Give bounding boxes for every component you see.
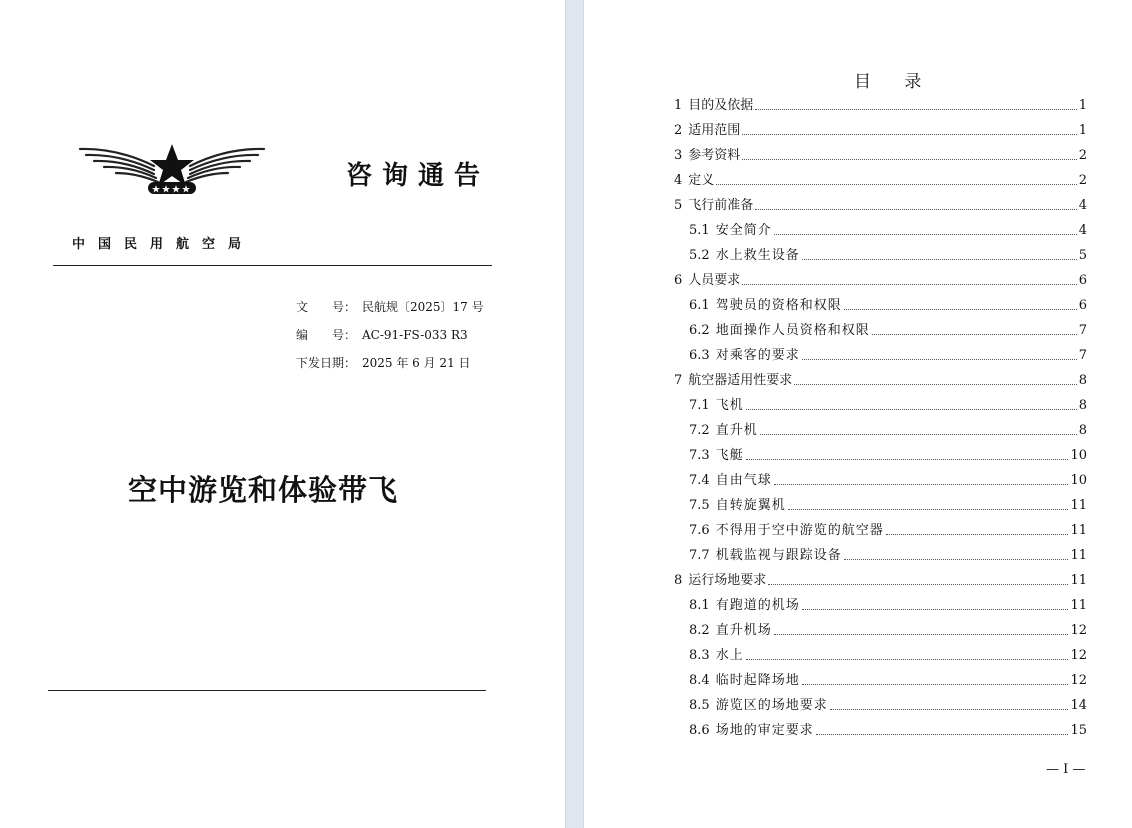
toc-entry[interactable] [689,244,1087,264]
document-title: 空中游览和体验带飞 [128,473,399,507]
toc-entry-label: 游览区的场地要求 [715,698,828,713]
toc-entry[interactable] [689,619,1087,639]
issuing-agency: 中国民用航空局 [72,237,255,252]
toc-dot-leader [755,109,1076,110]
toc-entry-page: 1 [1078,123,1087,138]
toc-entry-number: 6.1 [689,298,710,313]
toc-dot-leader [802,359,1077,360]
toc-entry-label: 直升机 [715,423,758,438]
toc-entry-number: 8.2 [689,623,710,638]
toc-entry-label: 目的及依据 [688,98,754,113]
toc-entry-page: 6 [1078,298,1087,313]
toc-entry-number: 4 [674,173,683,188]
toc-entry-page: 1 [1078,98,1087,113]
toc-entry-number: 8.1 [689,598,710,613]
toc-dot-leader [886,534,1069,535]
toc-entry-label: 有跑道的机场 [715,598,800,613]
toc-dot-leader [774,484,1069,485]
page-gutter [565,0,584,828]
toc-entry-page: 8 [1078,373,1087,388]
toc-entry-page: 11 [1070,523,1087,538]
toc-entry-label: 自转旋翼机 [715,498,786,513]
toc-entry-page: 11 [1070,498,1087,513]
toc-entry-number: 7.5 [689,498,710,513]
toc-entry-page: 11 [1070,598,1087,613]
toc-entry[interactable] [674,269,1087,289]
toc-dot-leader [816,734,1069,735]
toc-entry-number: 6.3 [689,348,710,363]
toc-entry[interactable] [689,644,1087,664]
toc-entry-label: 水上 [715,648,744,663]
toc-entry-number: 8.5 [689,698,710,713]
toc-dot-leader [802,609,1069,610]
toc-entry[interactable] [689,544,1087,564]
toc-entry-page: 10 [1070,473,1087,488]
toc-entry-label: 安全简介 [715,223,772,238]
toc-dot-leader [746,459,1069,460]
toc-entry[interactable] [689,444,1087,464]
toc-entry-number: 2 [674,123,683,138]
toc-entry-page: 12 [1070,673,1087,688]
toc-entry-number: 5.1 [689,223,710,238]
caac-wings-emblem-icon [78,140,266,198]
toc-entry-label: 定义 [688,173,715,188]
toc-entry-number: 7.6 [689,523,710,538]
toc-dot-leader [746,659,1069,660]
toc-entry-number: 6 [674,273,683,288]
toc-entry-page: 12 [1070,623,1087,638]
document-page-cover [0,0,565,828]
header-divider [53,265,492,266]
toc-heading: 目 录 [854,72,936,92]
toc-entry-page: 12 [1070,648,1087,663]
toc-entry-label: 机载监视与跟踪设备 [715,548,842,563]
toc-entry-page: 7 [1078,323,1087,338]
toc-entry-number: 7.4 [689,473,710,488]
toc-entry[interactable] [674,369,1087,389]
toc-entry[interactable] [689,319,1087,339]
toc-dot-leader [794,384,1076,385]
toc-dot-leader [774,234,1077,235]
toc-entry-number: 5 [674,198,683,213]
toc-entry[interactable] [689,394,1087,414]
toc-entry[interactable] [689,219,1087,239]
toc-entry[interactable] [689,594,1087,614]
toc-dot-leader [768,584,1068,585]
serial-number-value: AC-91-FS-033 R3 [362,328,468,342]
toc-entry-label: 飞行前准备 [688,198,754,213]
toc-entry-label: 参考资料 [688,148,741,163]
toc-dot-leader [755,209,1076,210]
toc-entry-number: 3 [674,148,683,163]
toc-entry-label: 地面操作人员资格和权限 [715,323,870,338]
toc-entry-label: 自由气球 [715,473,772,488]
toc-dot-leader [760,434,1077,435]
toc-entry[interactable] [674,94,1087,114]
toc-entry[interactable] [689,719,1087,739]
notice-type-title: 咨询通告 [346,161,491,191]
toc-entry-number: 8.6 [689,723,710,738]
toc-entry-number: 7.7 [689,548,710,563]
toc-entry-page: 4 [1078,223,1087,238]
toc-entry-number: 7 [674,373,683,388]
toc-entry[interactable] [689,419,1087,439]
toc-entry-label: 适用范围 [688,123,741,138]
toc-entry[interactable] [689,294,1087,314]
toc-dot-leader [774,634,1069,635]
issue-date-row [296,354,471,371]
toc-dot-leader [844,309,1077,310]
toc-entry-page: 4 [1078,198,1087,213]
toc-entry-label: 飞机 [715,398,744,413]
toc-entry[interactable] [674,569,1087,589]
page-number-footer: — I — [1046,762,1086,777]
toc-entry-number: 8 [674,573,683,588]
toc-entry-number: 8.3 [689,648,710,663]
toc-entry-page: 15 [1070,723,1087,738]
toc-entry-page: 11 [1070,573,1087,588]
toc-entry-page: 7 [1078,348,1087,363]
toc-entry-label: 驾驶员的资格和权限 [715,298,842,313]
meta-label: 文 号： [296,300,357,314]
toc-entry[interactable] [674,144,1087,164]
toc-dot-leader [802,259,1077,260]
toc-entry-page: 8 [1078,423,1087,438]
toc-entry-page: 2 [1078,148,1087,163]
toc-dot-leader [830,709,1069,710]
toc-entry-page: 8 [1078,398,1087,413]
toc-entry-page: 10 [1070,448,1087,463]
toc-entry-label: 不得用于空中游览的航空器 [715,523,884,538]
toc-dot-leader [742,284,1076,285]
toc-dot-leader [716,184,1076,185]
meta-label: 下发日期： [296,356,357,370]
toc-dot-leader [872,334,1077,335]
toc-entry-number: 7.1 [689,398,710,413]
toc-entry-number: 8.4 [689,673,710,688]
toc-entry-label: 场地的审定要求 [715,723,814,738]
toc-entry-number: 7.3 [689,448,710,463]
toc-entry-label: 人员要求 [688,273,741,288]
toc-entry[interactable] [689,519,1087,539]
toc-entry-label: 运行场地要求 [688,573,767,588]
toc-entry[interactable] [689,469,1087,489]
toc-entry-label: 飞艇 [715,448,744,463]
toc-dot-leader [742,134,1076,135]
meta-label: 编 号： [296,328,357,342]
toc-entry-page: 14 [1070,698,1087,713]
toc-entry-page: 6 [1078,273,1087,288]
toc-entry-label: 临时起降场地 [715,673,800,688]
toc-dot-leader [844,559,1069,560]
toc-entry[interactable] [689,494,1087,514]
toc-dot-leader [788,509,1069,510]
toc-entry-label: 航空器适用性要求 [688,373,793,388]
toc-entry[interactable] [689,344,1087,364]
toc-entry-page: 11 [1070,548,1087,563]
toc-entry-label: 对乘客的要求 [715,348,800,363]
toc-dot-leader [742,159,1076,160]
document-number-value: 民航规〔2025〕17 号 [362,300,484,314]
toc-entry-page: 2 [1078,173,1087,188]
toc-entry-number: 1 [674,98,683,113]
toc-entry-label: 水上救生设备 [715,248,800,263]
issue-date-value: 2025 年 6 月 21 日 [362,356,471,370]
document-number-row [296,298,484,315]
toc-entry-number: 7.2 [689,423,710,438]
serial-number-row [296,326,468,343]
toc-entry-page: 5 [1078,248,1087,263]
toc-entry[interactable] [674,169,1087,189]
toc-entry-number: 6.2 [689,323,710,338]
toc-entry[interactable] [689,669,1087,689]
toc-entry-number: 5.2 [689,248,710,263]
toc-dot-leader [802,684,1069,685]
toc-entry-label: 直升机场 [715,623,772,638]
toc-entry[interactable] [674,194,1087,214]
toc-dot-leader [746,409,1077,410]
toc-entry[interactable] [689,694,1087,714]
cover-bottom-divider [48,690,486,691]
toc-entry[interactable] [674,119,1087,139]
